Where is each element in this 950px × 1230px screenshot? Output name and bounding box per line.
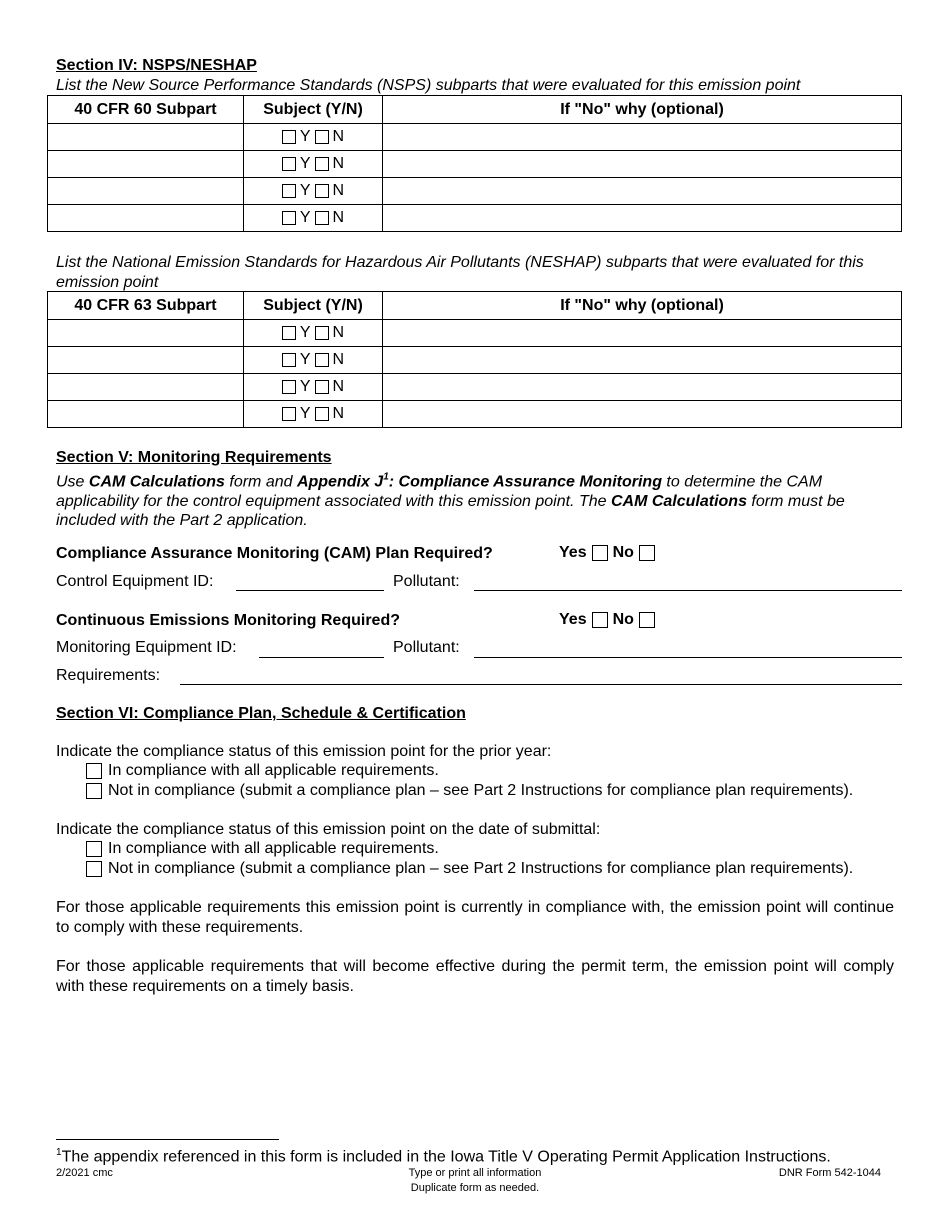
intro-cam-calculations: CAM Calculations xyxy=(88,473,225,491)
control-equipment-field[interactable] xyxy=(236,590,384,591)
no-label: No xyxy=(612,544,634,561)
no-checkbox[interactable] xyxy=(315,211,329,225)
control-equipment-label: Control Equipment ID: xyxy=(56,573,214,590)
neshap-instruction: List the National Emission Standards for Hazardous Air Pollutants (NESHAP) subparts that were evaluated for this emission point xyxy=(56,254,864,291)
no-label: N xyxy=(332,128,345,145)
prior-year-prompt: Indicate the compliance status of this emission point for the prior year: xyxy=(56,743,552,760)
table-row xyxy=(48,151,902,178)
submittal-in-compliance-option[interactable] xyxy=(86,840,439,858)
why-cell[interactable] xyxy=(383,205,902,232)
yes-no-group xyxy=(244,406,382,422)
subject-yn-cell xyxy=(244,401,383,428)
no-checkbox[interactable] xyxy=(315,184,329,198)
table-row xyxy=(48,205,902,232)
no-checkbox[interactable] xyxy=(315,130,329,144)
no-checkbox[interactable] xyxy=(315,353,329,367)
subpart-cell[interactable] xyxy=(48,374,244,401)
footnote-marker: 1 xyxy=(56,1147,62,1158)
section-v-heading: Section V: Monitoring Requirements xyxy=(56,449,332,466)
yes-no-group xyxy=(244,129,382,145)
prior-year-in-compliance-checkbox[interactable] xyxy=(86,763,102,779)
subject-yn-cell xyxy=(244,320,383,347)
nsps-instruction: List the New Source Performance Standards (NSPS) subparts that were evaluated for this emission point xyxy=(56,77,801,94)
intro-text: form must be included with the Part 2 application. xyxy=(56,492,845,530)
nsps-table xyxy=(47,95,902,232)
yes-checkbox[interactable] xyxy=(282,130,296,144)
yes-label: Y xyxy=(299,324,311,341)
yes-checkbox[interactable] xyxy=(282,407,296,421)
no-checkbox[interactable] xyxy=(315,326,329,340)
yes-checkbox[interactable] xyxy=(282,353,296,367)
why-cell[interactable] xyxy=(383,374,902,401)
no-label: N xyxy=(332,378,345,395)
table-row xyxy=(48,124,902,151)
subject-yn-cell xyxy=(244,205,383,232)
table-row xyxy=(48,320,902,347)
option-label: Not in compliance (submit a compliance plan – see Part 2 Instructions for compliance plan requirements). xyxy=(108,860,854,877)
column-header-subpart: 40 CFR 60 Subpart xyxy=(48,96,244,124)
no-checkbox[interactable] xyxy=(315,157,329,171)
no-checkbox[interactable] xyxy=(315,407,329,421)
footer-duplicate-note: Duplicate form as needed. xyxy=(410,1182,540,1194)
yes-checkbox[interactable] xyxy=(282,211,296,225)
cem-question: Continuous Emissions Monitoring Required? xyxy=(56,612,400,629)
why-cell[interactable] xyxy=(383,320,902,347)
why-cell[interactable] xyxy=(383,124,902,151)
footnote-marker: 1 xyxy=(383,472,389,483)
table-header-row xyxy=(48,96,902,124)
yes-label: Y xyxy=(299,155,311,172)
why-cell[interactable] xyxy=(383,347,902,374)
section-iv-heading: Section IV: NSPS/NESHAP xyxy=(56,57,257,74)
why-cell[interactable] xyxy=(383,178,902,205)
table-row xyxy=(48,347,902,374)
footnote-text: The appendix referenced in this form is included in the Iowa Title V Operating Permit Application Instructions. xyxy=(61,1148,831,1166)
table-row xyxy=(48,374,902,401)
column-header-subject: Subject (Y/N) xyxy=(244,292,383,320)
table-row xyxy=(48,178,902,205)
intro-cam-title: : Compliance Assurance Monitoring xyxy=(388,473,662,491)
yes-label: Y xyxy=(299,128,311,145)
column-header-subject: Subject (Y/N) xyxy=(244,96,383,124)
footer-form-number: DNR Form 542-1044 xyxy=(778,1167,881,1179)
no-label: N xyxy=(332,405,345,422)
subject-yn-cell xyxy=(244,178,383,205)
cem-no-checkbox[interactable] xyxy=(639,612,655,628)
yes-checkbox[interactable] xyxy=(282,157,296,171)
yes-no-group xyxy=(244,379,382,395)
neshap-table xyxy=(47,291,902,428)
table-row xyxy=(48,401,902,428)
footnote xyxy=(56,1147,831,1166)
intro-cam-calculations: CAM Calculations xyxy=(610,492,747,510)
submittal-in-compliance-checkbox[interactable] xyxy=(86,841,102,857)
monitoring-equipment-field[interactable] xyxy=(259,657,384,658)
cam-yes-no-group xyxy=(559,545,655,561)
prior-year-not-in-compliance-option[interactable] xyxy=(86,782,853,800)
yes-checkbox[interactable] xyxy=(282,380,296,394)
pollutant-label: Pollutant: xyxy=(393,639,460,656)
yes-no-group xyxy=(244,183,382,199)
yes-label: Y xyxy=(299,405,311,422)
subpart-cell[interactable] xyxy=(48,320,244,347)
subpart-cell[interactable] xyxy=(48,401,244,428)
requirements-field[interactable] xyxy=(180,684,902,685)
why-cell[interactable] xyxy=(383,151,902,178)
subpart-cell[interactable] xyxy=(48,347,244,374)
cam-no-checkbox[interactable] xyxy=(639,545,655,561)
table-header-row xyxy=(48,292,902,320)
yes-no-group xyxy=(244,156,382,172)
column-header-why: If "No" why (optional) xyxy=(383,292,902,320)
column-header-subpart: 40 CFR 63 Subpart xyxy=(48,292,244,320)
yes-label: Y xyxy=(299,351,311,368)
yes-checkbox[interactable] xyxy=(282,326,296,340)
no-label: N xyxy=(332,182,345,199)
cem-yes-no-group xyxy=(559,612,655,628)
subject-yn-cell xyxy=(244,347,383,374)
subpart-cell[interactable] xyxy=(48,205,244,232)
cem-pollutant-field[interactable] xyxy=(474,657,902,658)
option-label: Not in compliance (submit a compliance plan – see Part 2 Instructions for compliance plan requirements). xyxy=(108,782,854,799)
why-cell[interactable] xyxy=(383,401,902,428)
submittal-prompt: Indicate the compliance status of this emission point on the date of submittal: xyxy=(56,821,601,838)
cam-plan-question: Compliance Assurance Monitoring (CAM) Plan Required? xyxy=(56,545,493,562)
yes-no-group xyxy=(244,325,382,341)
cam-pollutant-field[interactable] xyxy=(474,590,902,591)
cam-yes-checkbox[interactable] xyxy=(592,545,608,561)
intro-text: form and xyxy=(224,473,297,491)
yes-checkbox[interactable] xyxy=(282,184,296,198)
no-label: No xyxy=(612,611,634,628)
subject-yn-cell xyxy=(244,374,383,401)
monitoring-equipment-label: Monitoring Equipment ID: xyxy=(56,639,237,656)
submittal-not-in-compliance-checkbox[interactable] xyxy=(86,861,102,877)
no-label: N xyxy=(332,209,345,226)
option-label: In compliance with all applicable requirements. xyxy=(108,840,439,857)
yes-no-group xyxy=(244,352,382,368)
column-header-why: If "No" why (optional) xyxy=(383,96,902,124)
subject-yn-cell xyxy=(244,124,383,151)
yes-label: Y xyxy=(299,182,311,199)
requirements-label: Requirements: xyxy=(56,667,161,684)
no-label: N xyxy=(332,324,345,341)
no-label: N xyxy=(332,351,345,368)
section-vi-heading: Section VI: Compliance Plan, Schedule & Certification xyxy=(56,705,466,722)
subpart-cell[interactable] xyxy=(48,124,244,151)
yes-label: Y xyxy=(299,209,311,226)
prior-year-not-in-compliance-checkbox[interactable] xyxy=(86,783,102,799)
no-checkbox[interactable] xyxy=(315,380,329,394)
intro-text: Use xyxy=(56,473,89,491)
intro-appendix-j: Appendix J xyxy=(296,473,384,491)
pollutant-label: Pollutant: xyxy=(393,573,460,590)
footer-instruction: Type or print all information xyxy=(408,1167,542,1179)
yes-label: Y xyxy=(299,378,311,395)
footnote-divider xyxy=(56,1139,279,1140)
yes-no-group xyxy=(244,210,382,226)
intro-text: to determine the CAM applicability for the control equipment associated with this emission point. The xyxy=(56,473,823,510)
cem-yes-checkbox[interactable] xyxy=(592,612,608,628)
continuing-compliance-statement: For those applicable requirements this emission point is currently in compliance with, the emission point will continue to comply with these requirements. xyxy=(56,899,894,936)
yes-label: Yes xyxy=(559,544,587,561)
subpart-cell[interactable] xyxy=(48,151,244,178)
cam-instruction xyxy=(56,468,894,531)
subpart-cell[interactable] xyxy=(48,178,244,205)
future-compliance-statement: For those applicable requirements that will become effective during the permit term, the emission point will comply with these requirements on a timely basis. xyxy=(56,958,894,995)
option-label: In compliance with all applicable requirements. xyxy=(108,762,439,779)
footer-revision: 2/2021 cmc xyxy=(56,1167,113,1179)
prior-year-in-compliance-option[interactable] xyxy=(86,762,439,780)
yes-label: Yes xyxy=(559,611,587,628)
no-label: N xyxy=(332,155,345,172)
subject-yn-cell xyxy=(244,151,383,178)
submittal-not-in-compliance-option[interactable] xyxy=(86,860,853,878)
